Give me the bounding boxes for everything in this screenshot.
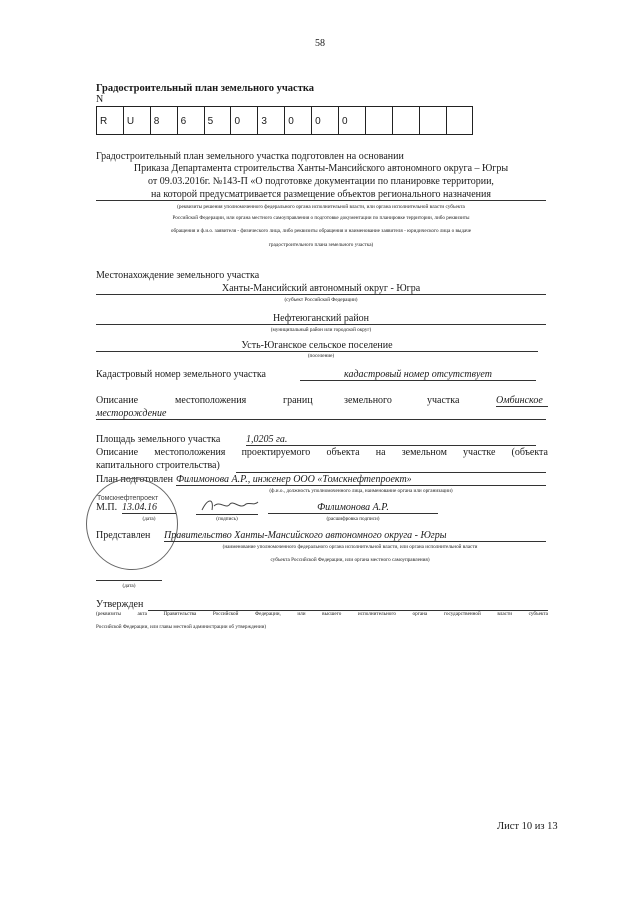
submitted-label: Представлен — [96, 530, 151, 541]
mp-label: М.П. — [96, 502, 118, 513]
page-number: 58 — [315, 38, 325, 49]
object-location-line-1: Описание местоположения проектируемого объекта на земельном участке (объекта — [96, 447, 548, 458]
plan-number-cell: U — [123, 107, 150, 135]
area-label: Площадь земельного участка — [96, 434, 221, 445]
plan-number-cell: 0 — [285, 107, 312, 135]
stamp-text: Томскнефтепроект — [97, 495, 159, 502]
approved-caption-1: (реквизиты акта Правительства Российской Федерации, или высшего исполнительного органа государственной власти субъекта — [96, 611, 548, 617]
area-value: 1,0205 га. — [246, 434, 536, 446]
cadastral-label: Кадастровый номер земельного участка — [96, 369, 266, 380]
location-settlement-caption: (поселение) — [307, 353, 335, 359]
location-subject: Ханты-Мансийский автономный округ - Югра — [96, 283, 546, 295]
basis-intro: Градостроительный план земельного участка подготовлен на основании — [96, 151, 404, 162]
object-location-underline — [236, 472, 546, 473]
prepared-value: Филимонова А.Р., инженер ООО «Томскнефтепроект» — [176, 474, 546, 486]
plan-number-cell: 3 — [258, 107, 285, 135]
submitted-date-line — [96, 580, 162, 581]
plan-number-cell: 0 — [231, 107, 258, 135]
plan-number-cell: 5 — [204, 107, 231, 135]
plan-number-cell — [365, 107, 392, 135]
cadastral-value: кадастровый номер отсутствует — [300, 369, 536, 381]
number-label: N — [96, 94, 104, 105]
signature-caption: (подпись) — [216, 516, 238, 522]
plan-number-cell — [446, 107, 473, 135]
approved-caption-2: Российской Федерации, или главы местной администрации об утверждении) — [96, 624, 267, 630]
plan-number-cell: 0 — [312, 107, 339, 135]
plan-number-cell — [392, 107, 419, 135]
submitted-caption-1: (наименование уполномоченного федерального органа исполнительной власти, или органа исполнительной власти — [222, 544, 478, 550]
plan-number-cell: 8 — [150, 107, 177, 135]
submitted-date-caption: (дата) — [122, 583, 136, 589]
location-subject-caption: (субъект Российской Федерации) — [284, 297, 358, 303]
boundaries-word-2: местоположения — [175, 395, 247, 406]
basis-line-1: Приказа Департамента строительства Ханты-Мансийского автономного округа – Югры — [133, 163, 509, 174]
prepared-caption: (ф.и.о., должность уполномоченного лица, наименование органа или организации) — [269, 488, 453, 494]
boundaries-word-5: участка — [427, 395, 460, 406]
plan-number-cell: 0 — [339, 107, 366, 135]
plan-number-grid — [96, 106, 473, 135]
basis-caption-4: градостроительного плана земельного участка) — [268, 242, 374, 248]
signature-decode-caption: (расшифровка подписи) — [326, 516, 380, 522]
boundaries-word-4: земельного — [344, 395, 392, 406]
location-settlement: Усть-Юганское сельское поселение — [96, 340, 538, 352]
basis-line-2: от 09.03.2016г. №143-П «О подготовке документации по планировке территории, — [148, 176, 494, 187]
plan-number-cell — [419, 107, 446, 135]
basis-line-3: на которой предусматривается размещение объектов регионального назначения — [96, 189, 546, 201]
location-label: Местонахождение земельного участка — [96, 270, 260, 281]
boundaries-value-1: Омбинское — [496, 395, 548, 407]
basis-caption-1: (реквизиты решения уполномоченного федерального органа исполнительной власти, или органа исполнительной власти субъекта — [177, 204, 465, 210]
basis-caption-2: Российской Федерации, или органа местного самоуправления о подготовке документации по планировке территории, либо реквизиты — [172, 215, 470, 221]
prepared-date: 13.04.16 — [122, 502, 176, 514]
prepared-date-caption: (дата) — [142, 516, 156, 522]
location-district-caption: (муниципальный район или городской округ) — [270, 327, 372, 333]
submitted-value: Правительство Ханты-Мансийского автономного округа - Югры — [164, 530, 546, 542]
plan-number-cell: 6 — [177, 107, 204, 135]
approved-label: Утвержден — [96, 599, 144, 610]
submitted-caption-2: субъекта Российской Федерации, или органа местного самоуправления) — [270, 557, 430, 563]
boundaries-word-3: границ — [283, 395, 313, 406]
location-district: Нефтеюганский район — [96, 313, 546, 325]
document-title: Градостроительный план земельного участка — [96, 83, 315, 94]
object-location-line-2: капитального строительства) — [96, 460, 220, 471]
prepared-label: План подготовлен — [96, 474, 173, 485]
sheet-number: Лист 10 из 13 — [497, 821, 558, 832]
boundaries-word-1: Описание — [96, 395, 139, 406]
signature-decode: Филимонова А.Р. — [268, 502, 438, 514]
basis-caption-3: обращения и ф.и.о. заявителя - физического лица, либо реквизиты обращения и наименование заявителя - юридического лица о выдаче — [170, 228, 472, 234]
plan-number-cell: R — [97, 107, 124, 135]
signature-mark — [200, 496, 260, 516]
boundaries-value-2: месторождение — [96, 408, 546, 420]
